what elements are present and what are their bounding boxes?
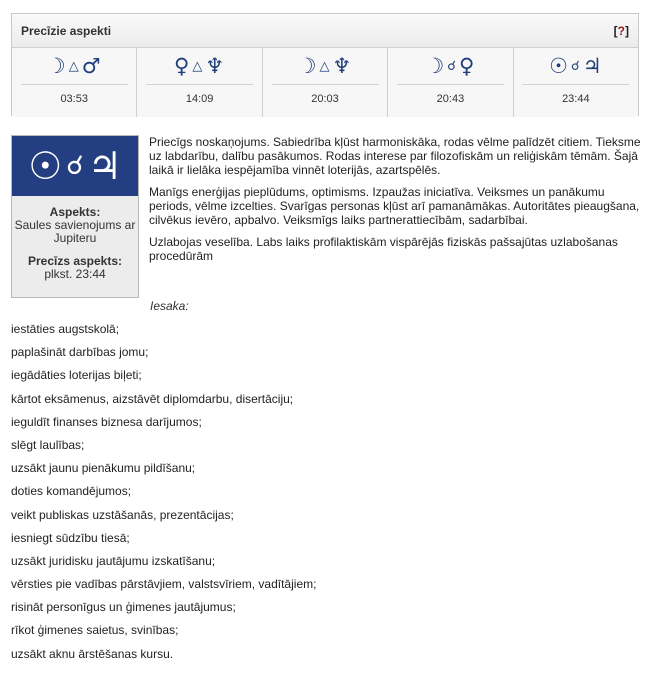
list-item: uzsākt juridisku jautājumu izskatīšanu; [11, 553, 216, 568]
planet-icon: ☽ [46, 54, 67, 78]
aspect-icon: △ [192, 58, 204, 74]
aspect-symbol-group [425, 48, 475, 84]
aspect-symbol-banner [12, 136, 138, 196]
planet-icon: ☽ [425, 54, 446, 78]
aspect-symbol-group [47, 48, 102, 84]
list-item: paplašināt darbības jomu; [11, 345, 149, 360]
aspect-symbol-group [549, 48, 602, 84]
list-item: veikt publiskas uzstāšanās, prezentācijas; [11, 507, 234, 522]
planet-icon: ♀ [459, 54, 476, 78]
aspect-time: 20:03 [311, 93, 339, 105]
list-item: slēgt laulības; [11, 437, 85, 452]
list-item: uzsākt aknu ārstēšanas kursu. [11, 646, 174, 661]
aspect-icon: △ [319, 58, 331, 74]
aspect-item[interactable] [12, 48, 137, 117]
planet-icon: ♀ [174, 54, 191, 78]
aspect-item[interactable] [137, 48, 262, 117]
planet-icon: ♂ [81, 54, 102, 78]
planet-icon: ♆ [205, 54, 226, 78]
aspect-icon: ☌ [447, 58, 457, 74]
list-item: ieguldīt finanses biznesa darījumos; [11, 414, 202, 429]
aspect-item[interactable] [263, 48, 388, 117]
aspect-value: Saules savienojums ar Jupiteru [14, 218, 136, 245]
aspect-icon: △ [68, 58, 80, 74]
list-item: iegādāties loterijas biļeti; [11, 368, 142, 383]
aspect-label: Aspekts: [49, 205, 101, 219]
aspect-symbol-group [174, 48, 225, 84]
list-item: iesniegt sūdzību tiesā; [11, 530, 130, 545]
list-item: iestāties augstskolā; [11, 322, 120, 336]
conjunction-icon: ☌ [66, 151, 84, 181]
aspect-info-card [11, 135, 139, 298]
description-paragraph: Priecīgs noskaņojums. Sabiedrība kļūst harmoniskāka, rodas vēlme palīdzēt citiem. Tieksme uz labdarību, dalību pasākumos. Rodas interese par filozofiskām un reliģiskām tēmām. Šajā laikā ir lielāka iespējamība vinnēt loterijās, azartspēlēs. [149, 135, 641, 177]
planet-icon: ☽ [297, 54, 318, 78]
aspect-list [12, 48, 638, 117]
recommendations-heading: Iesaka: [150, 299, 189, 313]
aspect-item[interactable] [388, 48, 513, 117]
description-paragraph: Manīgs enerģijas pieplūdums, optimisms. Izpaužas iniciatīva. Veiksmes un panākumu periods, vēlme izcelties. Svarīgas personas kļūst arī pamanāmākas. Autoritātes pieaugšana, cilvēkus ievēro, apbalvo. Veiksmīgs laiks partnerattiecībām, sadarbībai. [149, 185, 640, 227]
aspect-time: 20:43 [436, 93, 465, 105]
exact-aspect-label: Precīzs aspekts: [27, 254, 123, 268]
list-item: uzsākt jaunu pienākumu pildīšanu; [11, 461, 196, 476]
aspect-description [149, 135, 650, 271]
recommendations-list [11, 322, 316, 670]
help-link[interactable]: [?] [613, 23, 629, 38]
list-item: risināt personīgus un ģimenes jautājumus; [11, 600, 236, 615]
precise-aspects-panel [11, 13, 639, 116]
exact-aspect-value: plkst. 23:44 [44, 267, 106, 281]
planet-icon: ♆ [332, 54, 353, 78]
jupiter-icon: ♃ [87, 144, 122, 188]
planet-icon: ♃ [582, 54, 603, 78]
aspect-time: 14:09 [185, 93, 214, 105]
list-item: kārtot eksāmenus, aizstāvēt diplomdarbu, disertāciju; [11, 391, 294, 406]
panel-title: Precīzie aspekti [21, 23, 112, 38]
list-item: doties komandējumos; [11, 484, 132, 499]
aspect-time: 03:53 [60, 93, 88, 105]
aspect-item[interactable] [514, 48, 638, 117]
sun-icon: ☉ [28, 144, 63, 188]
list-item: rīkot ģimenes saietus, svinības; [11, 623, 179, 638]
description-paragraph: Uzlabojas veselība. Labs laiks profilaktiskām vispārējās fiziskās pašsajūtas uzlabošanas procedūrām [149, 235, 618, 263]
panel-header [12, 14, 638, 48]
aspect-icon: ☌ [570, 58, 581, 74]
list-item: vērsties pie vadības pārstāvjiem, valstsvīriem, vadītājiem; [11, 577, 317, 592]
planet-icon: ☉ [549, 54, 569, 78]
aspect-time: 23:44 [562, 93, 590, 105]
aspect-symbol-group [298, 48, 353, 84]
